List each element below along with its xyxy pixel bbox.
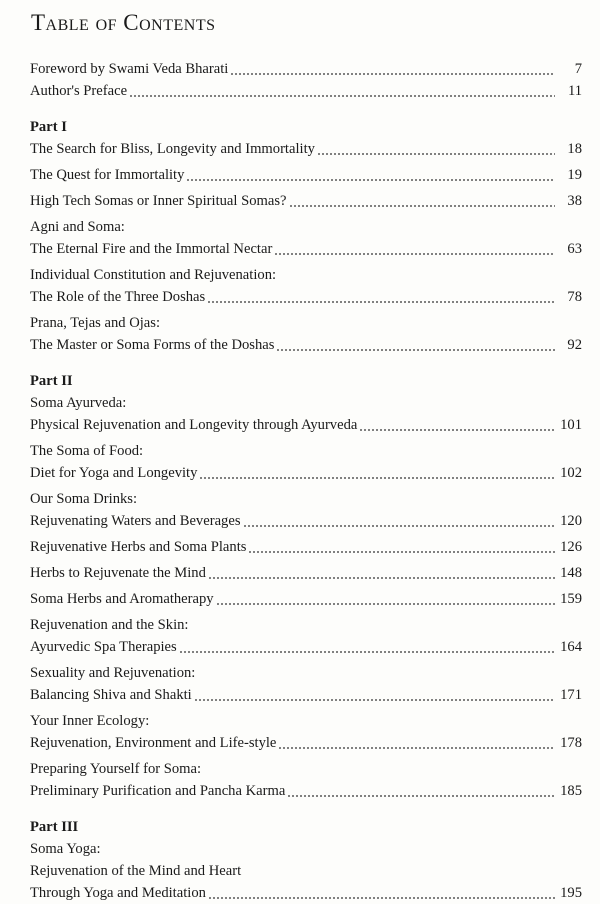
toc-entry[interactable] xyxy=(30,138,582,160)
entry-heading: Sexuality and Rejuvenation: xyxy=(30,665,196,681)
part-heading: Part III xyxy=(30,819,79,835)
page-number: 38 xyxy=(567,193,582,209)
entry-title: The Role of the Three Doshas xyxy=(30,289,206,305)
toc-entry[interactable] xyxy=(30,164,582,186)
entry-heading: Soma Yoga: xyxy=(30,841,101,857)
entry-heading: Rejuvenation of the Mind and Heart xyxy=(30,863,242,879)
entry-heading: Individual Constitution and Rejuvenation: xyxy=(30,267,277,283)
toc-entry[interactable] xyxy=(30,414,582,436)
toc-entry[interactable] xyxy=(30,562,582,584)
dot-leader xyxy=(230,73,555,75)
entry-heading: Preparing Yourself for Soma: xyxy=(30,761,202,777)
page-number: 11 xyxy=(567,83,582,99)
page-number: 126 xyxy=(560,539,582,555)
page-number: 159 xyxy=(560,591,582,607)
entry-title: Diet for Yoga and Longevity xyxy=(30,465,198,481)
dot-leader xyxy=(248,551,555,553)
dot-leader xyxy=(129,95,555,97)
dot-leader xyxy=(317,153,555,155)
page-number: 18 xyxy=(567,141,582,157)
dot-leader xyxy=(208,897,555,899)
toc-entry[interactable] xyxy=(30,286,582,308)
part-heading: Part II xyxy=(30,373,73,389)
entry-heading: The Soma of Food: xyxy=(30,443,144,459)
dot-leader xyxy=(243,525,556,527)
entry-title: Physical Rejuvenation and Longevity through Ayurveda xyxy=(30,417,358,433)
dot-leader xyxy=(194,699,555,701)
dot-leader xyxy=(186,179,555,181)
entry-heading: Our Soma Drinks: xyxy=(30,491,138,507)
page-number: 7 xyxy=(574,61,582,77)
entry-title: The Search for Bliss, Longevity and Immortality xyxy=(30,141,315,157)
entry-heading: Agni and Soma: xyxy=(30,219,125,235)
page-number: 171 xyxy=(560,687,582,703)
entry-heading: Rejuvenation and the Skin: xyxy=(30,617,189,633)
toc-entry[interactable] xyxy=(30,462,582,484)
entry-title: Herbs to Rejuvenate the Mind xyxy=(30,565,206,581)
entry-title: Through Yoga and Meditation xyxy=(30,885,206,901)
dot-leader xyxy=(274,253,555,255)
dot-leader xyxy=(289,205,556,207)
entry-title: Preliminary Purification and Pancha Karma xyxy=(30,783,286,799)
page-number: 148 xyxy=(560,565,582,581)
dot-leader xyxy=(216,603,555,605)
page-number: 101 xyxy=(560,417,582,433)
entry-title: Rejuvenative Herbs and Soma Plants xyxy=(30,539,247,555)
page-number: 19 xyxy=(567,167,582,183)
dot-leader xyxy=(199,477,555,479)
dot-leader xyxy=(278,747,555,749)
entry-title: The Eternal Fire and the Immortal Nectar xyxy=(30,241,273,257)
toc-entry[interactable] xyxy=(30,882,582,904)
toc-entry-authors-preface[interactable] xyxy=(30,80,582,102)
dot-leader xyxy=(207,301,555,303)
entry-title: Author's Preface xyxy=(30,83,128,99)
dot-leader xyxy=(287,795,555,797)
entry-heading: Your Inner Ecology: xyxy=(30,713,150,729)
entry-title: Balancing Shiva and Shakti xyxy=(30,687,192,703)
entry-title: The Quest for Immortality xyxy=(30,167,185,183)
page-number: 195 xyxy=(560,885,582,901)
toc-entry[interactable] xyxy=(30,732,582,754)
page-number: 185 xyxy=(560,783,582,799)
page-number: 63 xyxy=(567,241,582,257)
entry-heading: Soma Ayurveda: xyxy=(30,395,127,411)
toc-entry[interactable] xyxy=(30,780,582,802)
part-heading: Part I xyxy=(30,119,67,135)
entry-title: High Tech Somas or Inner Spiritual Somas? xyxy=(30,193,287,209)
toc-entry[interactable] xyxy=(30,536,582,558)
dot-leader xyxy=(179,651,555,653)
page-number: 178 xyxy=(560,735,582,751)
entry-title: The Master or Soma Forms of the Doshas xyxy=(30,337,275,353)
toc-entry[interactable] xyxy=(30,588,582,610)
dot-leader xyxy=(276,349,555,351)
page-number: 102 xyxy=(560,465,582,481)
table-of-contents xyxy=(30,58,582,904)
dot-leader xyxy=(359,429,555,431)
page-number: 78 xyxy=(567,289,582,305)
page-number: 92 xyxy=(567,337,582,353)
page-title: Table of Contents xyxy=(31,10,216,35)
entry-heading: Prana, Tejas and Ojas: xyxy=(30,315,161,331)
toc-entry[interactable] xyxy=(30,238,582,260)
toc-entry[interactable] xyxy=(30,636,582,658)
toc-entry[interactable] xyxy=(30,684,582,706)
dot-leader xyxy=(208,577,555,579)
page-number: 120 xyxy=(560,513,582,529)
entry-title: Soma Herbs and Aromatherapy xyxy=(30,591,214,607)
entry-title: Rejuvenation, Environment and Life-style xyxy=(30,735,277,751)
entry-title: Rejuvenating Waters and Beverages xyxy=(30,513,241,529)
toc-entry[interactable] xyxy=(30,190,582,212)
toc-entry-foreword[interactable] xyxy=(30,58,582,80)
page-number: 164 xyxy=(560,639,582,655)
entry-title: Foreword by Swami Veda Bharati xyxy=(30,61,229,77)
toc-entry[interactable] xyxy=(30,334,582,356)
entry-title: Ayurvedic Spa Therapies xyxy=(30,639,177,655)
toc-entry[interactable] xyxy=(30,510,582,532)
